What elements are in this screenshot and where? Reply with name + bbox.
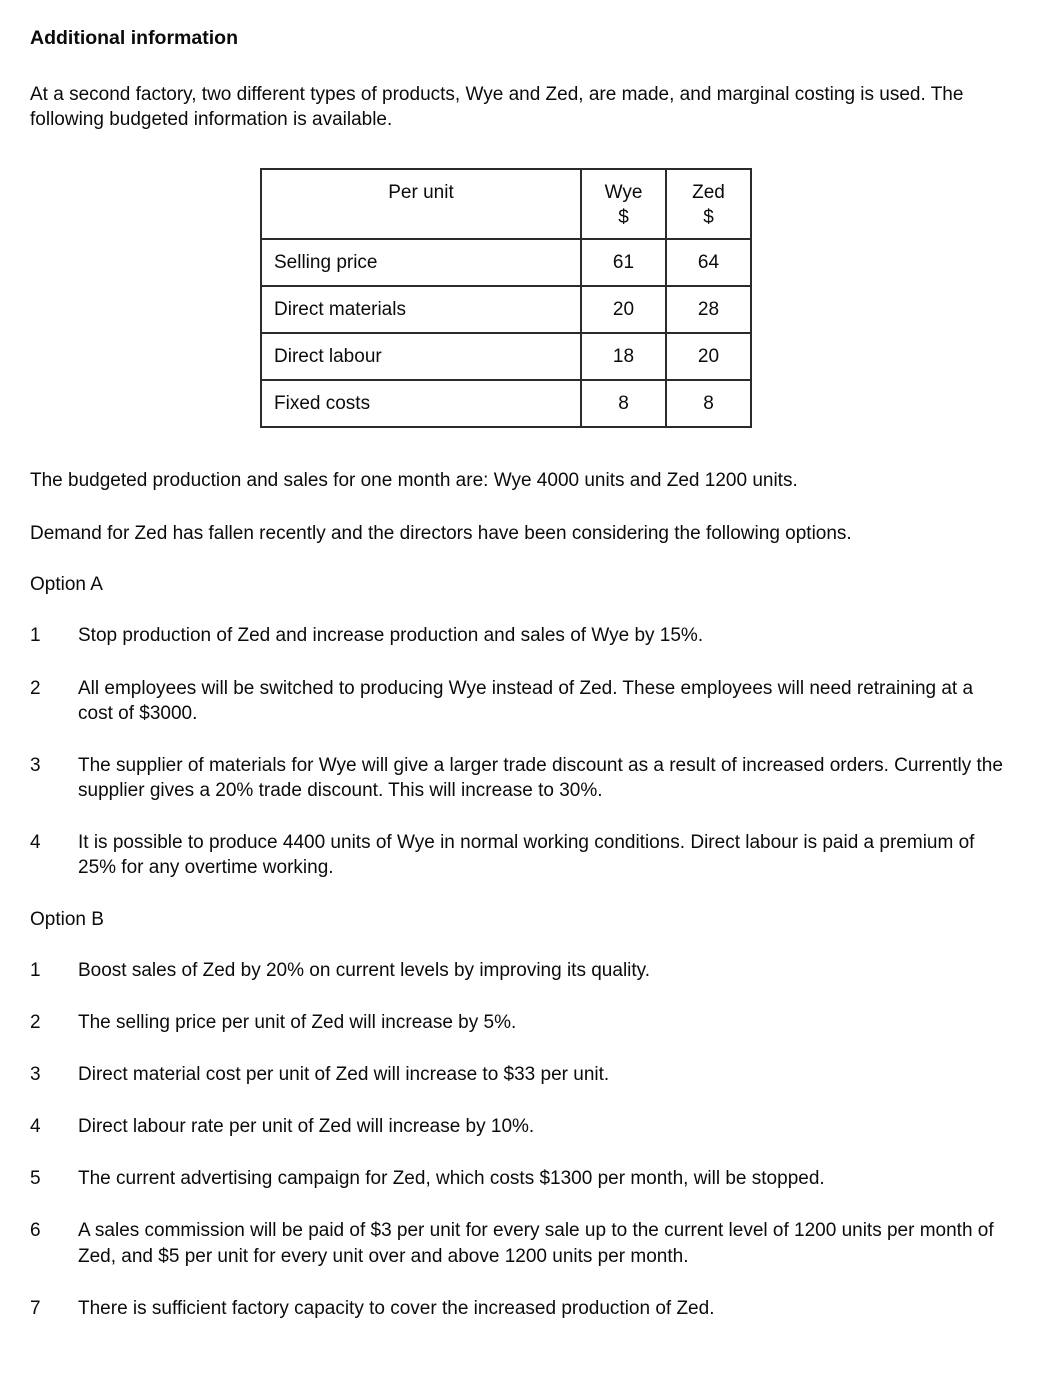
- column-name-zed: Zed: [692, 181, 725, 203]
- item-text: The current advertising campaign for Zed, which costs $1300 per month, will be stopped.: [78, 1168, 825, 1190]
- item-text: Direct material cost per unit of Zed will increase to $33 per unit.: [78, 1064, 610, 1086]
- item-number: 1: [30, 960, 41, 982]
- item-text: The supplier of materials for Wye will give a larger trade discount as a result of increased orders. Currently the supplier gives a 20% trade discount. This will increase to 30%.: [78, 754, 1003, 801]
- item-number: 3: [30, 754, 41, 776]
- row-value-wye: 18: [581, 333, 666, 380]
- option-a-title: Option A: [30, 574, 103, 596]
- item-text: Stop production of Zed and increase production and sales of Wye by 15%.: [78, 625, 704, 647]
- item-number: 2: [30, 677, 41, 699]
- item-text: Direct labour rate per unit of Zed will increase by 10%.: [78, 1116, 535, 1138]
- row-label: Fixed costs: [261, 380, 581, 427]
- item-number: 5: [30, 1168, 41, 1190]
- item-text: The selling price per unit of Zed will increase by 5%.: [78, 1012, 517, 1034]
- item-text: Boost sales of Zed by 20% on current levels by improving its quality.: [78, 960, 651, 982]
- table-header-zed: [666, 169, 751, 239]
- list-item: [30, 830, 1009, 880]
- item-number: 3: [30, 1064, 41, 1086]
- item-number: 4: [30, 831, 41, 853]
- row-value-wye: 8: [581, 380, 666, 427]
- item-number: 1: [30, 625, 41, 647]
- item-text: All employees will be switched to producing Wye instead of Zed. These employees will need retraining at a cost of $3000.: [78, 677, 974, 724]
- budget-paragraph: The budgeted production and sales for one month are: Wye 4000 units and Zed 1200 units.: [30, 470, 798, 492]
- item-number: 6: [30, 1220, 41, 1242]
- section-heading: Additional information: [30, 27, 238, 49]
- list-item: [30, 1062, 1009, 1087]
- item-number: 4: [30, 1116, 41, 1138]
- row-value-zed: 8: [666, 380, 751, 427]
- table-header-row: [261, 169, 751, 239]
- budget-table: [260, 168, 752, 428]
- table-row: [261, 333, 751, 380]
- list-item: [30, 1114, 1009, 1139]
- item-text: It is possible to produce 4400 units of Wye in normal working conditions. Direct labour is paid a premium of 25% for any overtime working.: [78, 831, 975, 878]
- item-text: There is sufficient factory capacity to cover the increased production of Zed.: [78, 1297, 715, 1319]
- column-name-wye: Wye: [604, 181, 643, 203]
- item-text: A sales commission will be paid of $3 per unit for every sale up to the current level of 1200 units per month of Zed, and $5 per unit for every unit over and above 1200 units per month.: [78, 1220, 994, 1267]
- row-value-zed: 20: [666, 333, 751, 380]
- table-row: [261, 239, 751, 286]
- row-label: Selling price: [261, 239, 581, 286]
- table-row: [261, 286, 751, 333]
- list-item: [30, 753, 1009, 803]
- row-value-wye: 20: [581, 286, 666, 333]
- column-unit-zed: $: [703, 206, 714, 228]
- row-value-wye: 61: [581, 239, 666, 286]
- list-item: [30, 623, 1009, 648]
- option-b-title: Option B: [30, 908, 104, 930]
- row-label: Direct materials: [261, 286, 581, 333]
- list-item: [30, 1296, 1009, 1321]
- item-number: 7: [30, 1297, 41, 1319]
- demand-paragraph: Demand for Zed has fallen recently and the directors have been considering the following options.: [30, 523, 852, 545]
- option-b-list: [30, 958, 1009, 1321]
- table-header-per-unit: Per unit: [261, 169, 581, 239]
- row-value-zed: 64: [666, 239, 751, 286]
- list-item: [30, 958, 1009, 983]
- list-item: [30, 676, 1009, 726]
- list-item: [30, 1166, 1009, 1191]
- list-item: [30, 1010, 1009, 1035]
- item-number: 2: [30, 1012, 41, 1034]
- row-value-zed: 28: [666, 286, 751, 333]
- option-a-list: [30, 623, 1009, 880]
- column-unit-wye: $: [618, 206, 629, 228]
- list-item: [30, 1218, 1009, 1268]
- intro-paragraph: At a second factory, two different types of products, Wye and Zed, are made, and marginal costing is used. The following budgeted information is available.: [30, 83, 964, 130]
- table-header-wye: [581, 169, 666, 239]
- row-label: Direct labour: [261, 333, 581, 380]
- table-row: [261, 380, 751, 427]
